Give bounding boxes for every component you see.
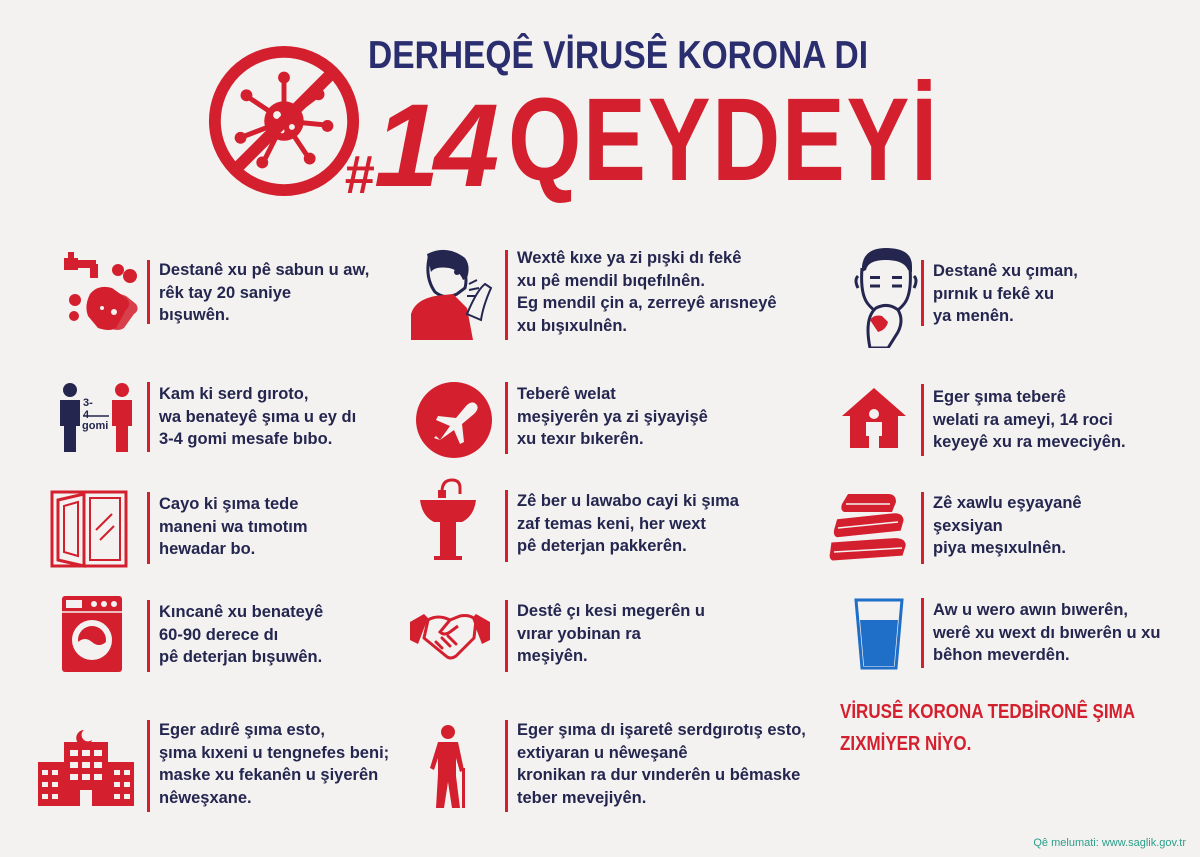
distance-label-bottom: gomi: [82, 420, 109, 432]
sink-icon: [418, 478, 478, 560]
no-virus-icon: [205, 42, 363, 200]
water-glass-icon: [854, 598, 904, 670]
tip-text: Zê xawlu eşyayanê şexsiyan piya meşıxulnên.: [933, 494, 1082, 557]
towels-icon: [828, 492, 910, 564]
hospital-icon: [38, 728, 134, 806]
divider: [147, 492, 150, 564]
tip-text: Aw u wero awın bıwerên, werê xu wext dı bıwerên u xu bêhon meverdên.: [933, 601, 1161, 664]
hash-sign: #: [344, 145, 375, 205]
distance-label-top: 3-4: [83, 397, 93, 421]
divider: [505, 720, 508, 812]
face-touch-icon: [852, 248, 922, 348]
number-14: 14: [374, 80, 494, 212]
header: [0, 0, 1200, 210]
window-icon: [50, 490, 128, 568]
divider: [147, 382, 150, 452]
tip-text: Eger şıma dı işaretê serdgırotış esto, extiyaran u nêweşanê kronikan ra dur vınderên u bêmaske teber mevejiyên.: [517, 721, 806, 807]
divider: [921, 492, 924, 564]
elderly-icon: [430, 724, 476, 810]
tip-text: Kam ki serd gıroto, wa benateyê şıma u ey dı 3-4 gomi mesafe bıbo.: [159, 385, 357, 448]
divider: [147, 260, 150, 324]
tip-text: Wextê kıxe ya zi pışki dı fekê xu pê mendil bıqefılnên. Eg mendil çin a, zerreyê arısneyê xu bışıxulnên.: [517, 249, 777, 335]
distance-icon: [58, 382, 134, 454]
divider: [147, 720, 150, 812]
divider: [505, 382, 508, 454]
home-icon: [840, 386, 908, 450]
tip-text: Cayo ki şıma tede maneni wa tımotım hewadar bo.: [159, 495, 308, 558]
tip-text: Destê çı kesi megerên u vırar yobinan ra meşiyên.: [517, 602, 706, 665]
airplane-icon: [414, 380, 494, 460]
title-line-1: DERHEQÊ VİRUSÊ KORONA DI: [368, 34, 869, 77]
handwash-icon: [62, 248, 142, 330]
tip-text: Destanê xu pê sabun u aw, rêk tay 20 saniye bışuwên.: [159, 261, 370, 324]
tip-text: Eger şıma teberê welati ra ameyi, 14 roci keyeyê xu ra meveciyên.: [933, 388, 1126, 451]
divider: [921, 260, 924, 326]
tip-text: Eger adırê şıma esto, şıma kıxeni u tengnefes beni; maske xu fekanên u şiyerên nêweşxane.: [159, 721, 390, 807]
washing-machine-icon: [62, 596, 122, 672]
footer-source: Qê melumati: www.saglik.gov.tr: [1033, 837, 1186, 849]
divider: [921, 598, 924, 668]
tip-text: Zê ber u lawabo cayi ki şıma zaf temas keni, her wext pê deterjan pakkerên.: [517, 492, 739, 555]
slogan: VİRUSÊ KORONA TEDBİRONÊ ŞIMA ZIXMİYER NİYO.: [840, 701, 1136, 755]
divider: [505, 250, 508, 340]
divider: [921, 384, 924, 456]
handshake-icon: [408, 608, 492, 664]
divider: [505, 600, 508, 672]
tip-text: Teberê welat meşiyerên ya zi şiyayişê xu texır bıkerên.: [517, 385, 708, 448]
title-line-2: QEYDEYİ: [508, 74, 939, 206]
divider: [505, 490, 508, 562]
tip-text: Destanê xu çıman, pırnık u fekê xu ya menên.: [933, 262, 1078, 325]
tip-text: Kıncanê xu benateyê 60-90 derece dı pê deterjan bışuwên.: [159, 603, 324, 666]
cough-icon: [405, 248, 497, 340]
divider: [147, 600, 150, 672]
